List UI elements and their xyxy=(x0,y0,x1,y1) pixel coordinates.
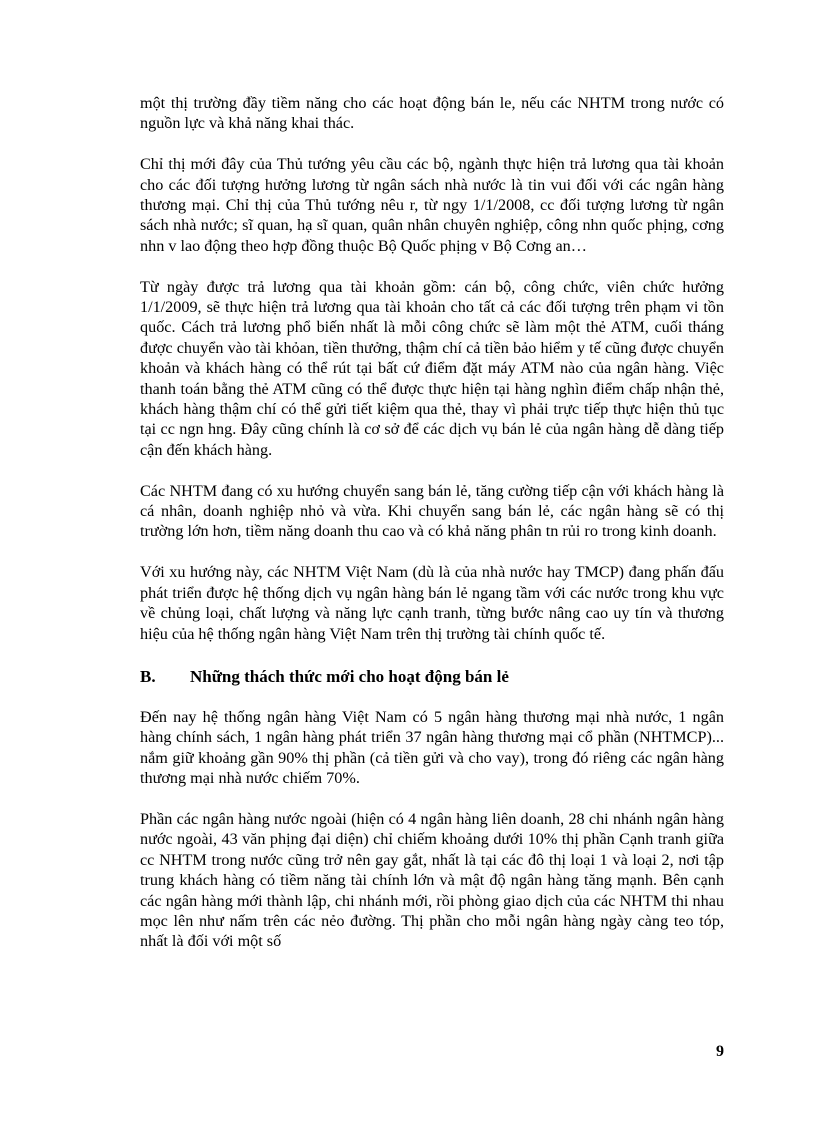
paragraph-4: Các NHTM đang có xu hướng chuyển sang bán lẻ, tăng cường tiếp cận với khách hàng là cá nhân, doanh nghiệp nhỏ và vừa. Khi chuyển sang bán lẻ, các ngân hàng sẽ có thị trường lớn hơn, tiềm năng doanh thu cao và có khả năng phân tn rủi ro trong kinh doanh. xyxy=(140,481,724,541)
document-page xyxy=(140,93,724,952)
page-number: 9 xyxy=(716,1043,724,1060)
section-heading-number: B. xyxy=(140,666,156,686)
paragraph-3: Từ ngày được trả lương qua tài khoản gồm: cán bộ, công chức, viên chức hưởng 1/1/2009, sẽ thực hiện trả lương qua tài khoản cho tất cả các đối tượng trên phạm vi tồn quốc. Cách trả lương phổ biến nhất là mỗi công chức sẽ làm một thẻ ATM, cuối tháng được chuyển vào tài khỏan, tiền thưởng, thậm chí cả tiền bảo hiểm y tế cũng được chuyển khoản và khách hàng có thể rút tại bất cứ điểm đặt máy ATM nào của ngân hàng. Việc thanh toán bằng thẻ ATM cũng có thể được thực hiện tại hàng nghìn điểm chấp nhận thẻ, khách hàng thậm chí có thể gửi tiết kiệm qua thẻ, thay vì phải trực tiếp thực hiện thủ tục tại cc ngn hng. Đây cũng chính là cơ sở để các dịch vụ bán lẻ của ngân hàng dễ dàng tiếp cận đến khách hàng. xyxy=(140,277,724,459)
paragraph-5: Với xu hướng này, các NHTM Việt Nam (dù là của nhà nước hay TMCP) đang phấn đấu phát triển được hệ thống dịch vụ ngân hàng bán lẻ ngang tầm với các nước trong khu vực về chủng loại, chất lượng và năng lực cạnh tranh, từng bước nâng cao uy tín và thương hiệu của hệ thống ngân hàng Việt Nam trên thị trường tài chính quốc tế. xyxy=(140,563,724,643)
section-heading xyxy=(140,666,724,688)
paragraph-7: Phần các ngân hàng nước ngoài (hiện có 4 ngân hàng liên doanh, 28 chi nhánh ngân hàng nước ngoài, 43 văn phịng đại diện) chỉ chiếm khoảng dưới 10% thị phần Cạnh tranh giữa cc NHTM trong nước cũng trở nên gay gắt, nhất là tại các đô thị loại 1 và loại 2, nơi tập trung khách hàng có tiềm năng tài chính lớn và mật độ ngân hàng tăng mạnh. Bên cạnh các ngân hàng mới thành lập, chi nhánh mới, rồi phòng giao dịch của các NHTM thi nhau mọc lên như nấm trên các nẻo đường. Thị phần cho mỗi ngân hàng ngày càng teo tóp, nhất là đối với một số xyxy=(140,809,724,951)
paragraph-6: Đến nay hệ thống ngân hàng Việt Nam có 5 ngân hàng thương mại nhà nước, 1 ngân hàng chính sách, 1 ngân hàng phát triển 37 ngân hàng thương mại cổ phần (NHTMCP)... nắm giữ khoảng gần 90% thị phần (cả tiền gửi và cho vay), trong đó riêng các ngân hàng thương mại nhà nước chiếm 70%. xyxy=(140,707,724,788)
paragraph-2: Chỉ thị mới đây của Thủ tướng yêu cầu các bộ, ngành thực hiện trả lương qua tài khoản cho các đối tượng hưởng lương từ ngân sách nhà nước là tin vui đối với các ngân hàng thương mại. Chỉ thị của Thủ tướng nêu r, từ ngy 1/1/2008, cc đối tượng lương từ ngân sách nhà nước; sĩ quan, hạ sĩ quan, quân nhân chuyên nghiệp, công nhn quốc phịng, cơng nhn v lao động theo hợp đồng thuộc Bộ Quốc phịng v Bộ Cơng an… xyxy=(140,155,724,255)
section-heading-title: Những thách thức mới cho hoạt động bán lẻ xyxy=(190,666,509,686)
paragraph-1: một thị trường đầy tiềm năng cho các hoạt động bán le, nếu các NHTM trong nước có nguồn lực và khả năng khai thác. xyxy=(140,94,724,133)
